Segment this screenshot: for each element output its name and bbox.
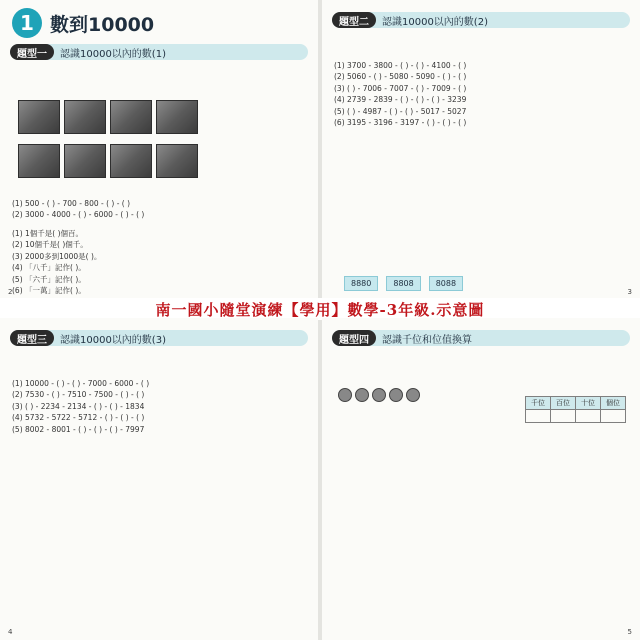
section-header: 題型一 認識10000以內的數(1): [10, 44, 308, 60]
cube-illustration: [18, 100, 218, 184]
page-number: 5: [627, 628, 632, 636]
chapter-title: 數到10000: [50, 13, 155, 36]
section-header: 題型二 認識10000以內的數(2): [332, 12, 630, 28]
watermark-band: 南一國小隨堂演練【學用】數學-3年級.示意圖: [0, 298, 640, 320]
chapter-number: 1: [12, 8, 42, 38]
page-4: [322, 318, 640, 640]
page-number: 4: [8, 628, 13, 636]
chapter-heading: [12, 8, 154, 38]
page-2: [322, 0, 640, 300]
place-value-table: 千位 百位 十位 個位: [525, 396, 626, 423]
page-3: [0, 318, 318, 640]
page-number: 3: [627, 288, 632, 296]
question-list-1: (1) 500 - ( ) - 700 - 800 - ( ) - ( ) (2) 3000 - 4000 - ( ) - 6000 - ( ) - ( ): [12, 199, 145, 220]
question-list-1: (1) 10000 - ( ) - ( ) - 7000 - 6000 - ( ) (2) 7530 - ( ) - 7510 - 7500 - ( ) - ( ) (3) ( ) - 2234 - 2134 - ( ) - ( ) - 1834 (4) 5732 - 5722 - 5712 - ( ) - ( ) - ( ) (5) 8002 - 8001 - ( ) - ( ) - ( ) - 7997: [12, 379, 150, 434]
answer-boxes: 8880 8808 8088: [344, 276, 463, 291]
page-number: 2: [8, 288, 13, 296]
question-list-1: (1) 3700 - 3800 - ( ) - ( ) - 4100 - ( ) (2) 5060 - ( ) - 5080 - 5090 - ( ) - ( ) (3) ( ) - 7006 - 7007 - ( ) - 7009 - ( ) (4) 2739 - 2839 - ( ) - ( ) - ( ) - 3239 (5) ( ) - 4987 - ( ) - ( ) - 5017 - 5027 (6) 3195 - 3196 - 3197 - ( ) - ( ) - ( ): [334, 61, 467, 128]
coin-illustration: [338, 388, 420, 402]
question-list-2: (1) 1個千是( )個百。 (2) 10個千是( )個千。 (3) 2000多到1000是( )。 (4) 「八千」記作( )。 (5) 「六千」記作( )。 (6) 「一萬」記作( )。: [12, 229, 102, 296]
page-1: [0, 0, 318, 300]
section-header: 題型四 認識千位和位值換算: [332, 330, 630, 346]
section-header: 題型三 認識10000以內的數(3): [10, 330, 308, 346]
